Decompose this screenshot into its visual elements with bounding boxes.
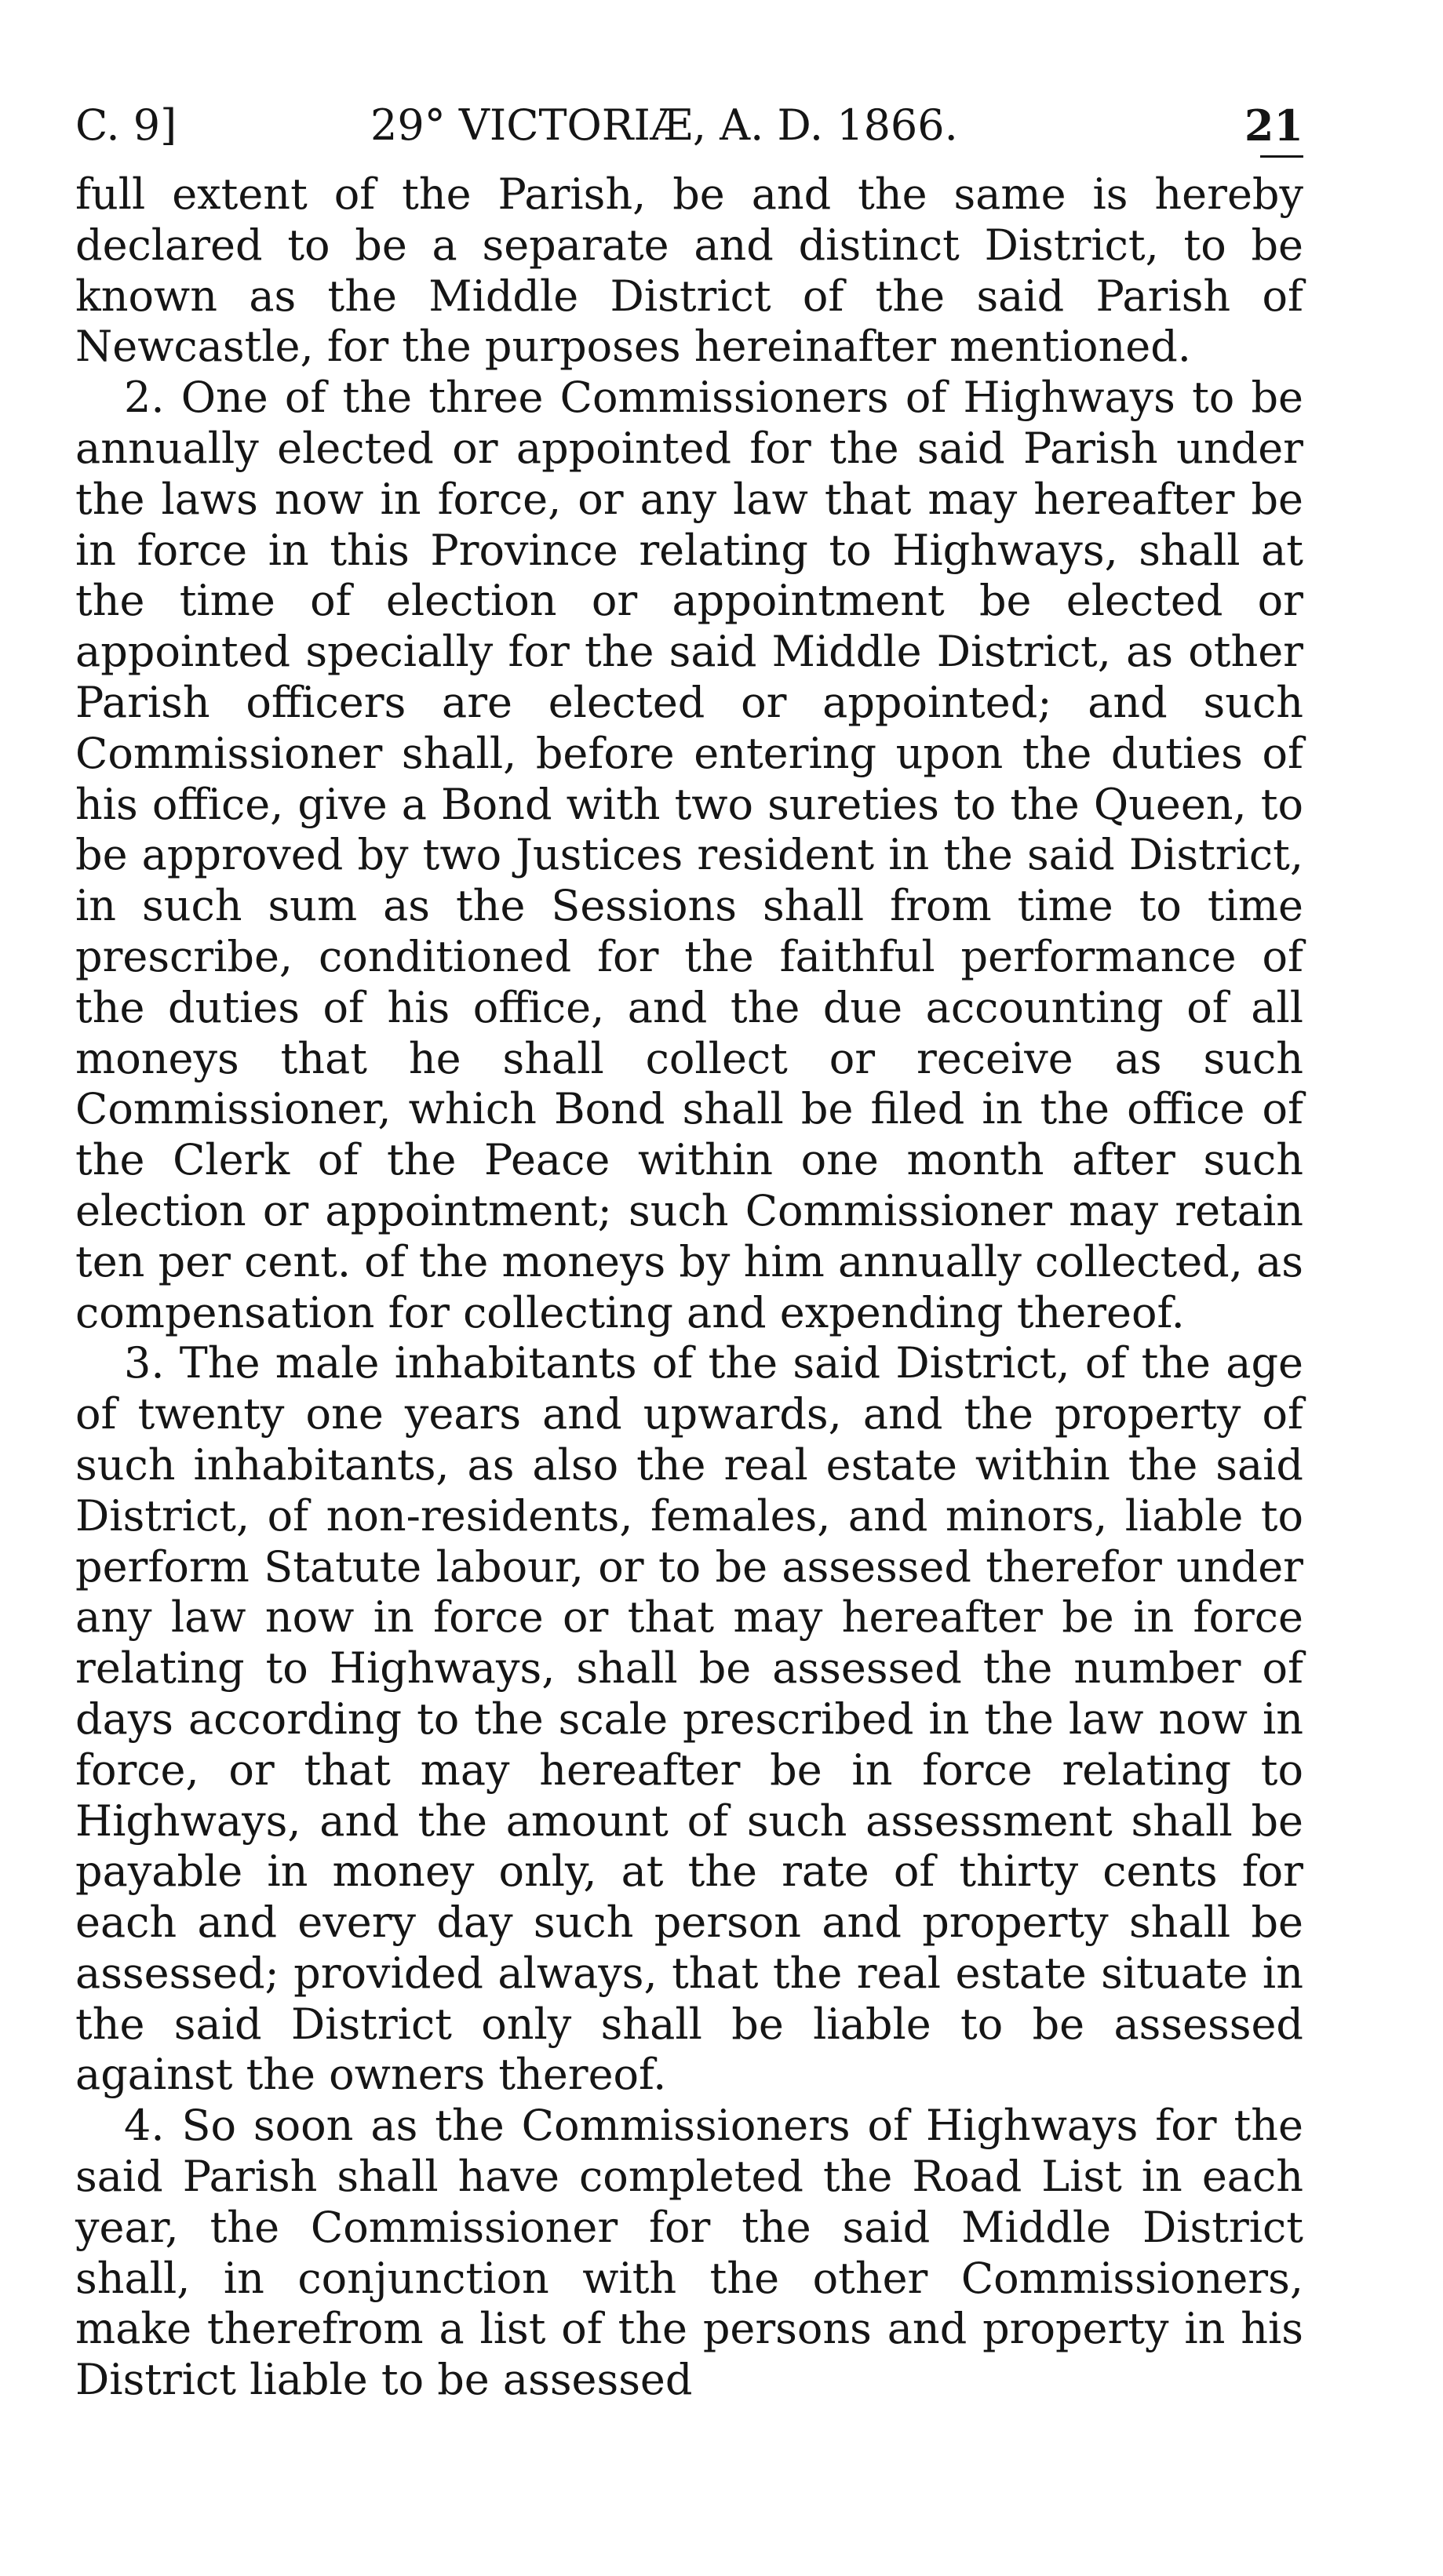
chapter-reference: C. 9]	[75, 100, 177, 150]
page-number: 21	[1244, 100, 1303, 151]
page-number-underline	[1260, 155, 1303, 158]
statute-title: 29° VICTORIÆ, A. D. 1866.	[370, 100, 958, 150]
running-head	[75, 93, 1303, 158]
section-2: 2. One of the three Commissioners of Highways to be annually elected or appointed for the said Parish under the laws now in force, or any law that may hereafter be in force in this Province relating to Highways, shall at the time of election or appointment be elected or appointed specially for the said Middle District, as other Parish officers are elected or appointed; and such Commissioner shall, before entering upon the duties of his office, give a Bond with two sureties to the Queen, to be approved by two Justices resident in the said District, in such sum as the Sessions shall from time to time prescribe, conditioned for the faithful performance of the duties of his office, and the due accounting of all moneys that he shall collect or receive as such Commissioner, which Bond shall be filed in the office of the Clerk of the Peace within one month after such election or appointment; such Commissioner may retain ten per cent. of the moneys by him annually collected, as compensation for collecting and expending thereof.	[75, 373, 1303, 1337]
section-3: 3. The male inhabitants of the said District, of the age of twenty one years and upwards, and the property of such inhabitants, as also the real estate within the said District, of non-residents, females, and minors, liable to perform Statute labour, or to be assessed therefor under any law now in force or that may hereafter be in force relating to Highways, shall be assessed the number of days according to the scale prescribed in the law now in force, or that may hereafter be in force relating to Highways, and the amount of such assessment shall be payable in money only, at the rate of thirty cents for each and every day such person and property shall be assessed; provided always, that the real estate situate in the said District only shall be liable to be assessed against the owners thereof.	[75, 1338, 1303, 2100]
section-4: 4. So soon as the Commissioners of Highways for the said Parish shall have completed the Road List in each year, the Commissioner for the said Middle District shall, in conjunction with the other Commissioners, make therefrom a list of the persons and property in his District liable to be assessed	[75, 2101, 1303, 2405]
document-page	[75, 93, 1303, 2406]
paragraph-continuation: full extent of the Parish, be and the same is hereby declared to be a separate and distinct District, to be known as the Middle District of the said Parish of Newcastle, for the purposes hereinafter mentioned.	[75, 169, 1303, 372]
statute-text	[75, 169, 1303, 2406]
